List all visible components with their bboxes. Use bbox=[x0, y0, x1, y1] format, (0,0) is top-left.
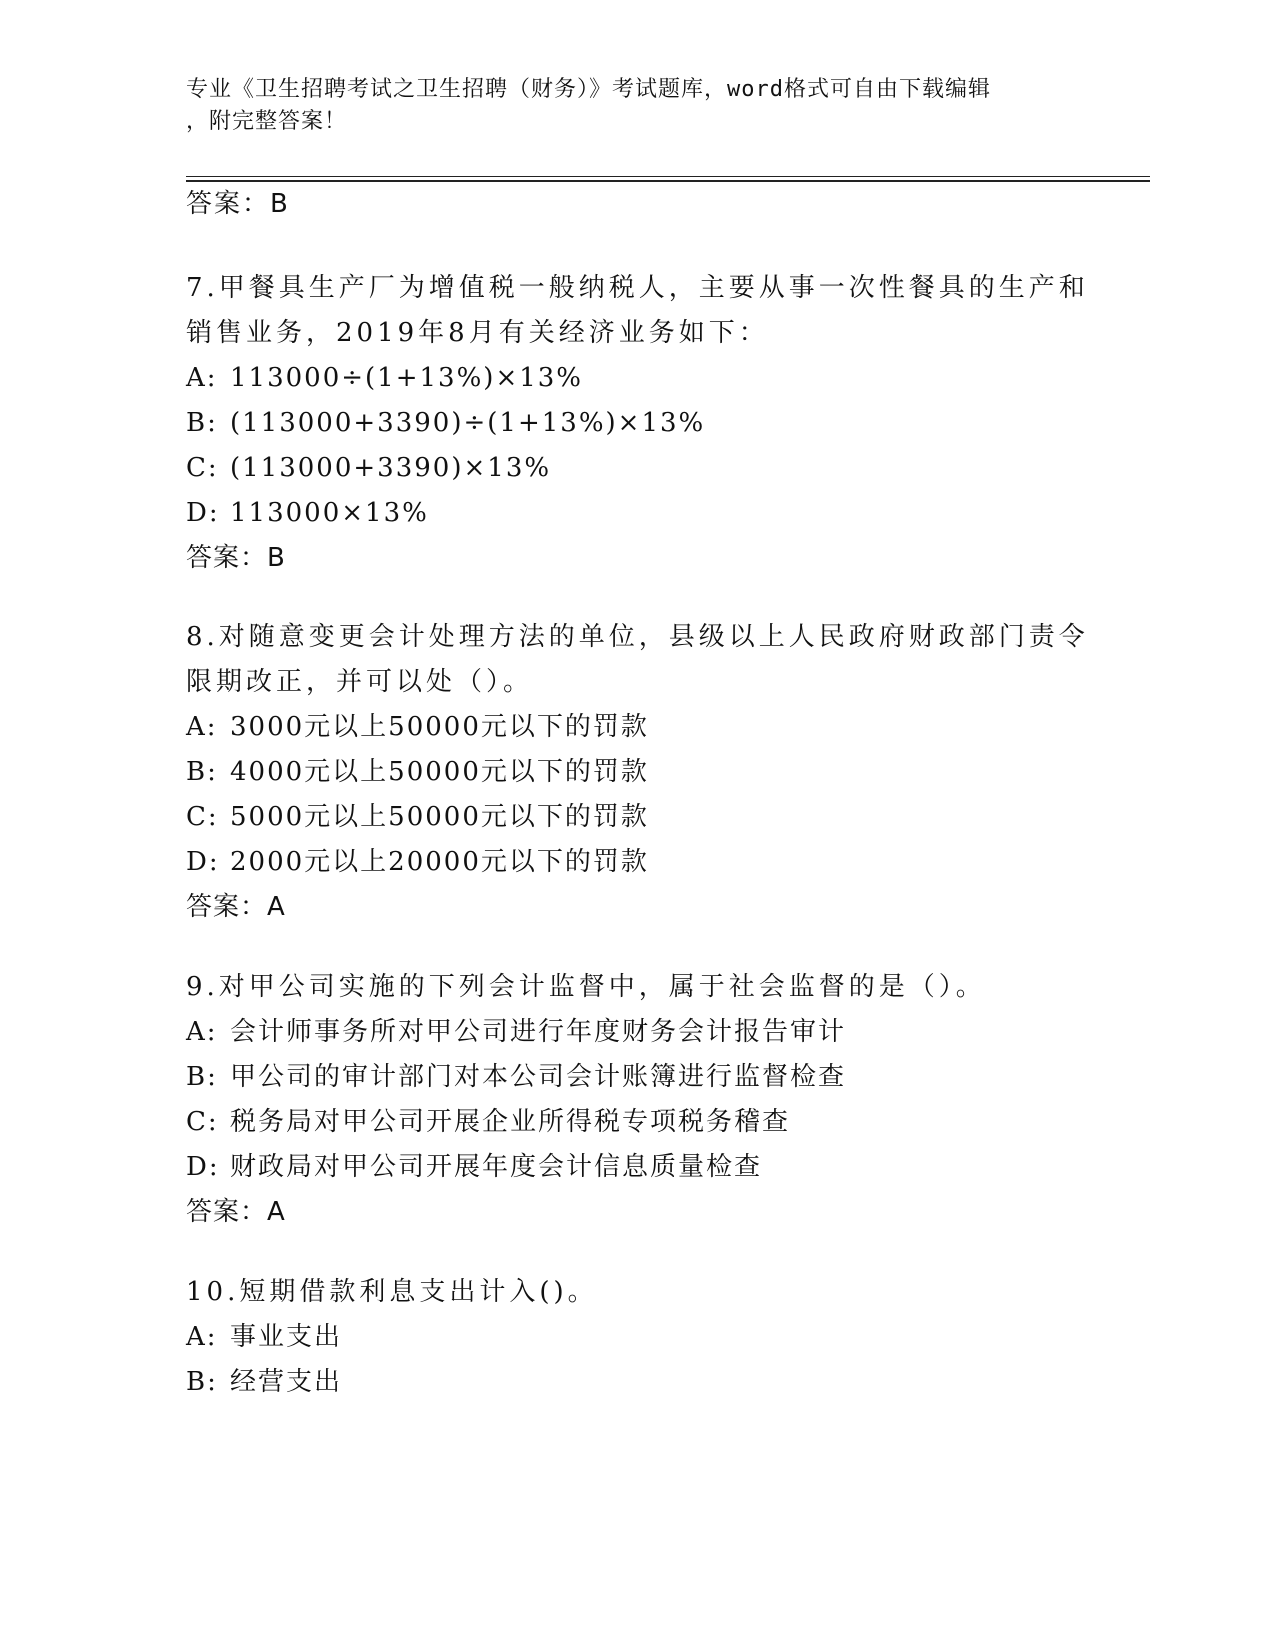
question-stem-line: 7.甲餐具生产厂为增值税一般纳税人，主要从事一次性餐具的生产和 bbox=[186, 273, 1089, 303]
option-c bbox=[186, 446, 1086, 491]
option-key: A: bbox=[186, 363, 218, 393]
option-text: (113000+3390)÷(1+13%)×13% bbox=[230, 408, 706, 438]
option-key: B: bbox=[186, 1062, 218, 1092]
option-text: 4000元以上50000元以下的罚款 bbox=[230, 757, 649, 787]
answer-label: 答案： bbox=[186, 892, 268, 922]
option-key: B: bbox=[186, 757, 218, 787]
header-line-1: 专业《卫生招聘考试之卫生招聘（财务）》考试题库，word格式可自由下载编辑 bbox=[186, 77, 991, 102]
question-7 bbox=[186, 266, 1089, 581]
option-key: D: bbox=[186, 498, 220, 528]
option-b bbox=[186, 1360, 1086, 1405]
option-key: A: bbox=[186, 712, 218, 742]
option-key: D: bbox=[186, 847, 220, 877]
option-c bbox=[186, 795, 1086, 840]
option-text: 税务局对甲公司开展企业所得税专项税务稽查 bbox=[230, 1107, 791, 1137]
header-rule-thin bbox=[186, 176, 1150, 177]
option-key: C: bbox=[186, 453, 219, 483]
question-stem-line: 8.对随意变更会计处理方法的单位，县级以上人民政府财政部门责令 bbox=[186, 622, 1089, 652]
option-key: C: bbox=[186, 802, 219, 832]
option-key: B: bbox=[186, 408, 218, 438]
question-9 bbox=[186, 965, 1086, 1235]
question-answer bbox=[186, 885, 1086, 930]
option-text: 经营支出 bbox=[230, 1367, 343, 1397]
option-text: 2000元以上20000元以下的罚款 bbox=[230, 847, 649, 877]
option-text: 财政局对甲公司开展年度会计信息质量检查 bbox=[230, 1152, 763, 1182]
question-answer bbox=[186, 1190, 1086, 1235]
option-a bbox=[186, 1010, 1086, 1055]
option-text: 113000÷(1+13%)×13% bbox=[230, 363, 584, 393]
question-10 bbox=[186, 1270, 1086, 1405]
option-b bbox=[186, 401, 1086, 446]
option-text: 113000×13% bbox=[230, 498, 429, 528]
answer-value: A bbox=[267, 1197, 286, 1227]
answer-label: 答案： bbox=[186, 189, 271, 219]
option-text: 事业支出 bbox=[230, 1322, 343, 1352]
option-text: 甲公司的审计部门对本公司会计账簿进行监督检查 bbox=[230, 1062, 847, 1092]
answer-value: B bbox=[267, 543, 286, 573]
option-key: A: bbox=[186, 1322, 218, 1352]
option-a bbox=[186, 356, 1086, 401]
header-rule-thick bbox=[186, 180, 1150, 182]
document-header bbox=[186, 74, 1086, 138]
question-stem-line: 限期改正，并可以处（）。 bbox=[186, 667, 534, 697]
top-answer bbox=[186, 186, 289, 222]
option-c bbox=[186, 1100, 1086, 1145]
option-key: D: bbox=[186, 1152, 220, 1182]
answer-label: 答案： bbox=[186, 543, 268, 573]
question-stem-line: 9.对甲公司实施的下列会计监督中，属于社会监督的是（）。 bbox=[186, 972, 986, 1002]
answer-value: A bbox=[267, 892, 286, 922]
question-stem-line: 销售业务，2019年8月有关经济业务如下： bbox=[186, 318, 769, 348]
answer-label: 答案： bbox=[186, 1197, 268, 1227]
option-b bbox=[186, 750, 1086, 795]
option-key: A: bbox=[186, 1017, 218, 1047]
option-b bbox=[186, 1055, 1086, 1100]
option-text: (113000+3390)×13% bbox=[230, 453, 552, 483]
option-d bbox=[186, 1145, 1086, 1190]
option-key: C: bbox=[186, 1107, 219, 1137]
option-a bbox=[186, 705, 1086, 750]
option-text: 会计师事务所对甲公司进行年度财务会计报告审计 bbox=[230, 1017, 847, 1047]
option-text: 5000元以上50000元以下的罚款 bbox=[230, 802, 649, 832]
option-text: 3000元以上50000元以下的罚款 bbox=[230, 712, 649, 742]
answer-value: B bbox=[270, 189, 289, 219]
option-a bbox=[186, 1315, 1086, 1360]
question-stem-line: 10.短期借款利息支出计入()。 bbox=[186, 1277, 598, 1307]
question-8 bbox=[186, 615, 1089, 930]
header-line-2: ，附完整答案！ bbox=[186, 109, 348, 134]
option-d bbox=[186, 491, 1086, 536]
question-answer bbox=[186, 536, 1086, 581]
option-key: B: bbox=[186, 1367, 218, 1397]
option-d bbox=[186, 840, 1086, 885]
